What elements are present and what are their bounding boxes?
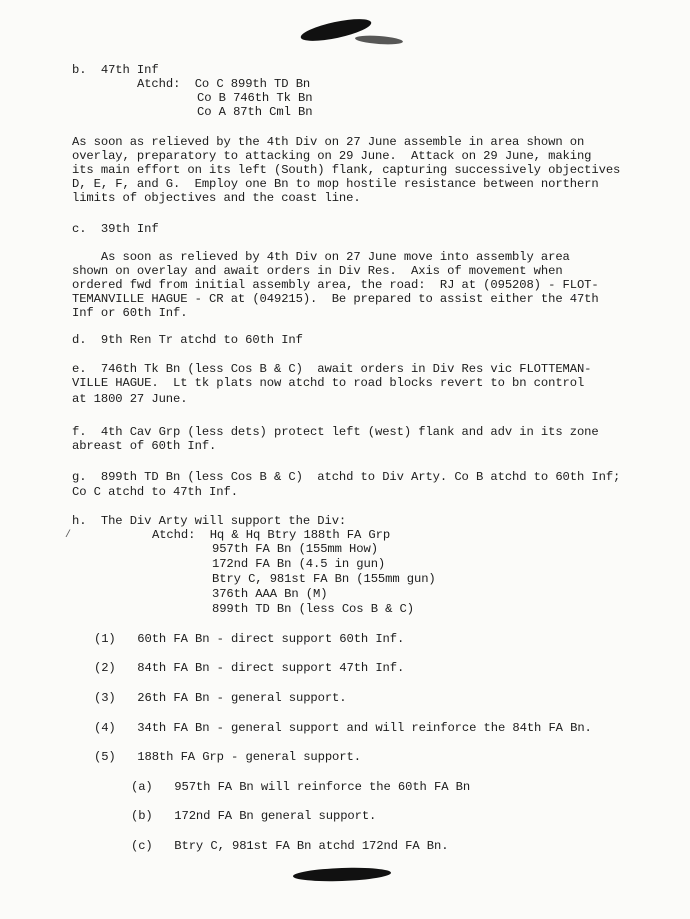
section-b-atchd-2: Co B 746th Tk Bn [197, 91, 313, 105]
section-h-item-1: (1) 60th FA Bn - direct support 60th Inf. [94, 632, 405, 646]
section-c-para-1: As soon as relieved by 4th Div on 27 June move into assembly area [72, 250, 570, 264]
section-h-atchd-5: 376th AAA Bn (M) [212, 587, 328, 601]
section-g-1: g. 899th TD Bn (less Cos B & C) atchd to Div Arty. Co B atchd to 60th Inf; [72, 470, 621, 484]
section-b-para-5: limits of objectives and the coast line. [72, 191, 361, 205]
section-b-para-1: As soon as relieved by the 4th Div on 27 June assemble in area shown on [72, 135, 585, 149]
redaction-mark-top-tail [355, 34, 403, 45]
section-b-atchd-1: Atchd: Co C 899th TD Bn [137, 77, 311, 91]
section-c-para-5: Inf or 60th Inf. [72, 306, 188, 320]
section-b-para-4: D, E, F, and G. Employ one Bn to mop hostile resistance between northern [72, 177, 599, 191]
section-h-atchd-3: 172nd FA Bn (4.5 in gun) [212, 557, 386, 571]
section-f-2: abreast of 60th Inf. [72, 439, 217, 453]
section-c-para-4: TEMANVILLE HAGUE - CR at (049215). Be prepared to assist either the 47th [72, 292, 599, 306]
section-g-2: Co C atchd to 47th Inf. [72, 485, 238, 499]
section-b-para-3: its main effort on its left (South) flank, capturing successively objectives [72, 163, 621, 177]
section-e-3: at 1800 27 June. [72, 392, 188, 406]
stray-mark: / [65, 530, 72, 541]
section-h-item-3: (3) 26th FA Bn - general support. [94, 691, 347, 705]
section-h-item-4: (4) 34th FA Bn - general support and will reinforce the 84th FA Bn. [94, 721, 592, 735]
section-b-para-2: overlay, preparatory to attacking on 29 June. Attack on 29 June, making [72, 149, 592, 163]
section-h-item-5: (5) 188th FA Grp - general support. [94, 750, 361, 764]
section-h-atchd-1: Atchd: Hq & Hq Btry 188th FA Grp [152, 528, 391, 542]
section-h-subitem-c: (c) Btry C, 981st FA Bn atchd 172nd FA Bn. [131, 839, 449, 853]
section-b-atchd-3: Co A 87th Cml Bn [197, 105, 313, 119]
redaction-mark-bottom [293, 866, 391, 882]
section-e-2: VILLE HAGUE. Lt tk plats now atchd to road blocks revert to bn control [72, 376, 585, 390]
section-f-1: f. 4th Cav Grp (less dets) protect left (west) flank and adv in its zone [72, 425, 599, 439]
section-c-heading: c. 39th Inf [72, 222, 159, 236]
section-b-heading: b. 47th Inf [72, 63, 159, 77]
section-h-atchd-6: 899th TD Bn (less Cos B & C) [212, 602, 414, 616]
section-h-item-2: (2) 84th FA Bn - direct support 47th Inf. [94, 661, 405, 675]
section-c-para-2: shown on overlay and await orders in Div Res. Axis of movement when [72, 264, 563, 278]
section-h-atchd-2: 957th FA Bn (155mm How) [212, 542, 378, 556]
section-e-1: e. 746th Tk Bn (less Cos B & C) await orders in Div Res vic FLOTTEMAN- [72, 362, 592, 376]
section-h-heading: h. The Div Arty will support the Div: [72, 514, 347, 528]
section-c-para-3: ordered fwd from initial assembly area, the road: RJ at (095208) - FLOT- [72, 278, 599, 292]
section-h-subitem-a: (a) 957th FA Bn will reinforce the 60th FA Bn [131, 780, 471, 794]
section-h-subitem-b: (b) 172nd FA Bn general support. [131, 809, 377, 823]
section-d: d. 9th Ren Tr atchd to 60th Inf [72, 333, 303, 347]
section-h-atchd-4: Btry C, 981st FA Bn (155mm gun) [212, 572, 436, 586]
